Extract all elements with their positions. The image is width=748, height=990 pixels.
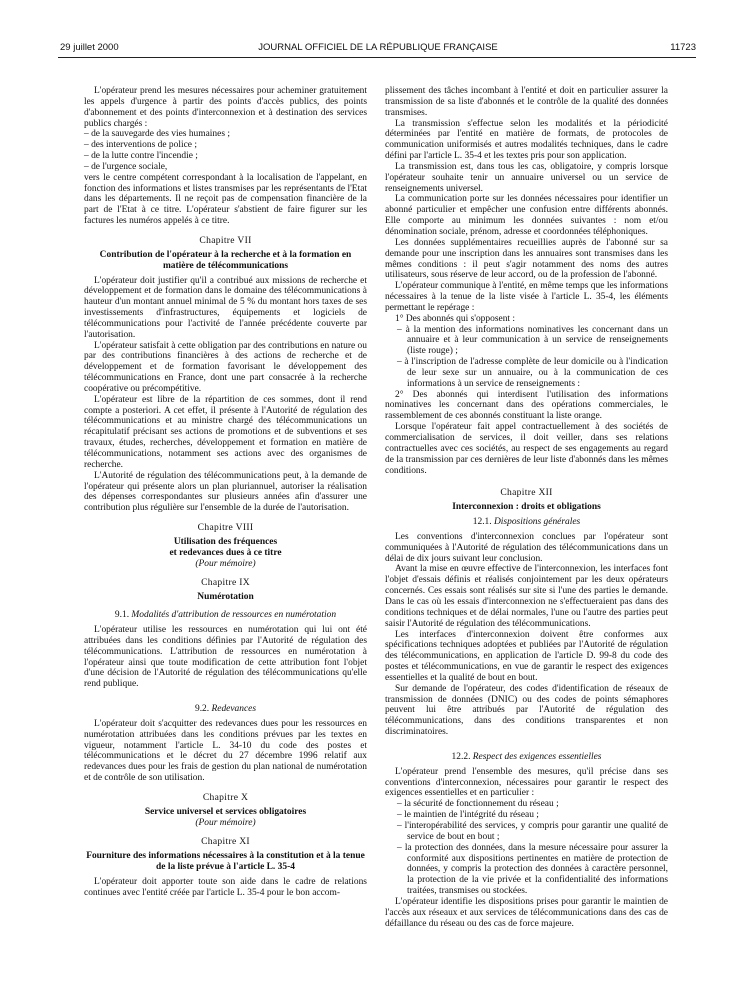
section-title: Dispositions générales	[493, 517, 581, 528]
chapter-heading: Chapitre X	[202, 791, 249, 803]
paragraph: L'opérateur doit apporter toute son aide dans le cadre de relations continues avec l'entité créée par l'article L. 35-4 pour le bon accom-	[84, 877, 367, 898]
paragraph: Avant la mise en œuvre effective de l'interconnexion, les interfaces font l'objet d'essais définis et réalisés conjointement par les deux opérateurs concernés. Ces essais sont réalisés sur site si l'une des parties le demande. Dans le cas où les essais d'interconnexion ne s'effectueraient pas dans des conditions techniques et de délai normales, l'une ou l'autre des parties peut saisir l'Autorité de régulation des télécommunications.	[385, 564, 668, 629]
paragraph: plissement des tâches incombant à l'entité et doit en particulier assurer la transmission de sa liste d'abonnés et le contrôle de la qualité des données transmises.	[385, 86, 668, 118]
list-item: – l'interopérabilité des services, y compris pour garantir une qualité de service de bout en bout ;	[397, 821, 668, 842]
right-column	[385, 86, 668, 929]
chapter-title: Interconnexion : droits et obligations	[452, 502, 601, 513]
section-number: 9.1.	[114, 610, 130, 621]
paragraph: L'opérateur satisfait à cette obligation par des contributions en nature ou par des contributions financières à des actions de recherche et de développement et de formation favorisant le développement des télécommunications en France, dont une part consacrée à la recherche coopérative ou précompétitive.	[84, 340, 367, 394]
paragraph: Les interfaces d'interconnexion doivent être conformes aux spécifications techniques adoptées et publiées par l'Autorité de régulation des télécommunications, en application de l'article D. 99-8 du code des postes et télécommunications, en vue de garantir le respect des exigences essentielles et la qualité de bout en bout.	[385, 629, 668, 683]
list-item: – à la mention des informations nominatives les concernant dans un annuaire et à leur communication à un service de renseignements (liste rouge) ;	[397, 324, 668, 357]
section-title: Modalités d'attribution de ressources en numérotation	[131, 610, 337, 621]
chapter-heading: Chapitre VIII	[197, 522, 254, 534]
chapter-title: Contribution de l'opérateur à la recherche et à la formation en matière de télécommunications	[99, 249, 352, 271]
chapter-title: Utilisation des fréquences	[173, 536, 278, 547]
paragraph: L'Autorité de régulation des télécommunications peut, à la demande de l'opérateur qui présente alors un plan pluriannuel, autoriser la réalisation des dépenses correspondantes sur plusieurs années afin d'assurer une contribution plus régulière sur l'ensemble de la durée de l'autorisation.	[84, 470, 367, 514]
paragraph: La communication porte sur les données nécessaires pour identifier un abonné particulier et empêcher une confusion entre différents abonnés. Elle comporte au minimum les données suivantes : nom et/ou dénomination sociale, prénom, adresse et coordonnées téléphoniques.	[385, 194, 668, 237]
paragraph: vers le centre compétent correspondant à la localisation de l'appelant, en fonction des informations et listes transmises par les représentants de l'Etat dans les départements. Il ne reçoit pas de compensation financière de la part de l'Etat à ce titre. L'opérateur s'abstient de faire figurer sur les factures les numéros appelés à ce titre.	[84, 172, 367, 227]
chapter-heading: Chapitre XII	[500, 487, 553, 499]
paragraph: Lorsque l'opérateur fait appel contractuellement à des sociétés de commercialisation de services, il doit veiller, dans ses relations contractuelles avec ces sociétés, au respect de ses engagements au regard de la transmission par ces dernières de leur liste d'abonnés dans les mêmes conditions.	[385, 422, 668, 476]
left-column	[84, 86, 367, 899]
header-date: 29 juillet 2000	[60, 42, 119, 53]
section-heading	[84, 704, 367, 715]
section-title: Redevances	[211, 704, 257, 715]
paragraph: Les données supplémentaires recueillies auprès de l'abonné sur sa demande pour une inscription dans les annuaires sont transmises dans les mêmes conditions : il peut s'agir notamment des noms des autres utilisateurs, sous réserve de leur accord, ou de la profession de l'abonné.	[385, 237, 668, 281]
list-item: – le maintien de l'intégrité du réseau ;	[397, 810, 539, 821]
section-number: 12.2.	[451, 751, 471, 762]
chapter-heading: Chapitre IX	[201, 577, 250, 589]
paragraph: L'opérateur doit s'acquitter des redevances dues pour les ressources en numérotation attribuées dans les conditions prévues par les textes en vigueur, notamment l'article L. 34-10 du code des postes et télécommunications et le décret du 27 décembre 1996 relatif aux redevances dues pour les frais de gestion du plan national de numérotation et de contrôle de son utilisation.	[84, 718, 367, 784]
chapter-heading: Chapitre VII	[199, 234, 252, 246]
paragraph: L'opérateur prend les mesures nécessaires pour acheminer gratuitement les appels d'urgence à partir des points d'accès publics, des points d'abonnement et des points d'interconnexion et à destination des services publics chargés :	[84, 86, 367, 129]
memo-note: (Pour mémoire)	[195, 817, 256, 828]
paragraph: Les conventions d'interconnexion conclues par l'opérateur sont communiquées à l'Autorité de régulation des télécommunications dans un délai de dix jours suivant leur conclusion.	[385, 531, 668, 564]
memo-note: (Pour mémoire)	[195, 558, 256, 569]
chapter-title: Fourniture des informations nécessaires à la constitution et à la tenue de la liste prévue à l'article L. 35-4	[86, 851, 365, 873]
paragraph: L'opérateur est libre de la répartition de ces sommes, dont il rend compte a posteriori. A cet effet, il présente à l'Autorité de régulation des télécommunications et au ministre chargé des télécommunications un récapitulatif précisant ses actions de promotions et de subventions et ses travaux, études, recherches, développement et formation en matière de télécommunications, notamment ses actions avec des organismes de recherche.	[84, 394, 367, 470]
list-item: – de la sauvegarde des vies humaines ;	[84, 129, 230, 140]
paragraph: L'opérateur identifie les dispositions prises pour garantir le maintien de l'accès aux réseaux et aux services de télécommunications dans des cas de défaillance du réseau ou des cas de force majeure.	[385, 896, 668, 929]
chapter-title: Numérotation	[197, 592, 254, 603]
paragraph: L'opérateur utilise les ressources en numérotation qui lui ont été attribuées dans les conditions définies par l'Autorité de régulation des télécommunications. L'attribution de ressources en numérotation à l'opérateur ainsi que toute modification de cette attribution font l'objet d'une décision de l'Autorité de régulation des télécommunications qu'elle rend publique.	[84, 624, 367, 690]
list-item: – à l'inscription de l'adresse complète de leur domicile ou à l'indication de leur sexe sur un annuaire, ou à la communication de ces informations à un service de renseignements :	[397, 357, 668, 389]
paragraph: Sur demande de l'opérateur, des codes d'identification de réseaux de transmission de données (DNIC) ou des codes de points sémaphores peuvent lui être attribués par l'Autorité de régulation des télécommunications, dans des conditions transparentes et non discriminatoires.	[385, 683, 668, 738]
paragraph: 2° Des abonnés qui interdisent l'utilisation des informations nominatives les concernant dans des opérations commerciales, le rassemblement de ces abonnés constituant la liste orange.	[385, 389, 668, 422]
list-item: – la protection des données, dans la mesure nécessaire pour assurer la conformité aux dispositions pertinentes en matière de protection de données, y compris la protection des données à caractère personnel, la protection de la vie privée et la confidentialité des informations traitées, transmises ou stockées.	[397, 842, 668, 897]
journal-title: JOURNAL OFFICIEL DE LA RÉPUBLIQUE FRANÇAISE	[258, 42, 498, 53]
section-heading	[84, 610, 367, 621]
header-rule	[58, 57, 696, 58]
paragraph: L'opérateur prend l'ensemble des mesures, qu'il précise dans ses conventions d'interconnexion, nécessaires pour garantir le respect des exigences essentielles et en particulier :	[385, 766, 668, 799]
page-number: 11723	[670, 42, 696, 53]
paragraph: 1° Des abonnés qui s'opposent :	[395, 313, 516, 324]
paragraph: La transmission est, dans tous les cas, obligatoire, y compris lorsque l'opérateur souhaite tenir un annuaire universel ou un service de renseignements universel.	[385, 161, 668, 194]
section-number: 9.2.	[194, 704, 210, 715]
chapter-title: et redevances dues à ce titre	[169, 547, 282, 558]
paragraph: L'opérateur communique à l'entité, en même temps que les informations nécessaires à la tenue de la liste visée à l'article L. 35-4, les éléments permettant le repérage :	[385, 281, 668, 313]
section-number: 12.1.	[472, 517, 492, 528]
list-item: – la sécurité de fonctionnement du réseau ;	[397, 799, 559, 810]
list-item: – des interventions de police ;	[84, 140, 197, 151]
section-heading	[385, 517, 668, 528]
section-heading	[385, 752, 668, 763]
paragraph: La transmission s'effectue selon les modalités et la périodicité déterminées par l'entité en matière de formats, de protocoles de communication uniformisés et autres modalités techniques, dans le cadre défini par l'article L. 35-4 et les textes pris pour son application.	[385, 118, 668, 162]
list-item: – de l'urgence sociale,	[84, 161, 168, 172]
chapter-heading: Chapitre XI	[201, 836, 250, 848]
page-header	[60, 42, 696, 56]
paragraph: L'opérateur doit justifier qu'il a contribué aux missions de recherche et développement et de formation dans le domaine des télécommunications à hauteur d'un montant annuel minimal de 5 % du montant hors taxes de ses investissements d'infrastructures, équipements et logiciels de télécommunications pour l'activité de l'année précédente couverte par l'autorisation.	[84, 275, 367, 340]
list-item: – de la lutte contre l'incendie ;	[84, 151, 198, 162]
section-title: Respect des exigences essentielles	[472, 751, 602, 762]
chapter-title: Service universel et services obligatoires	[144, 806, 307, 817]
